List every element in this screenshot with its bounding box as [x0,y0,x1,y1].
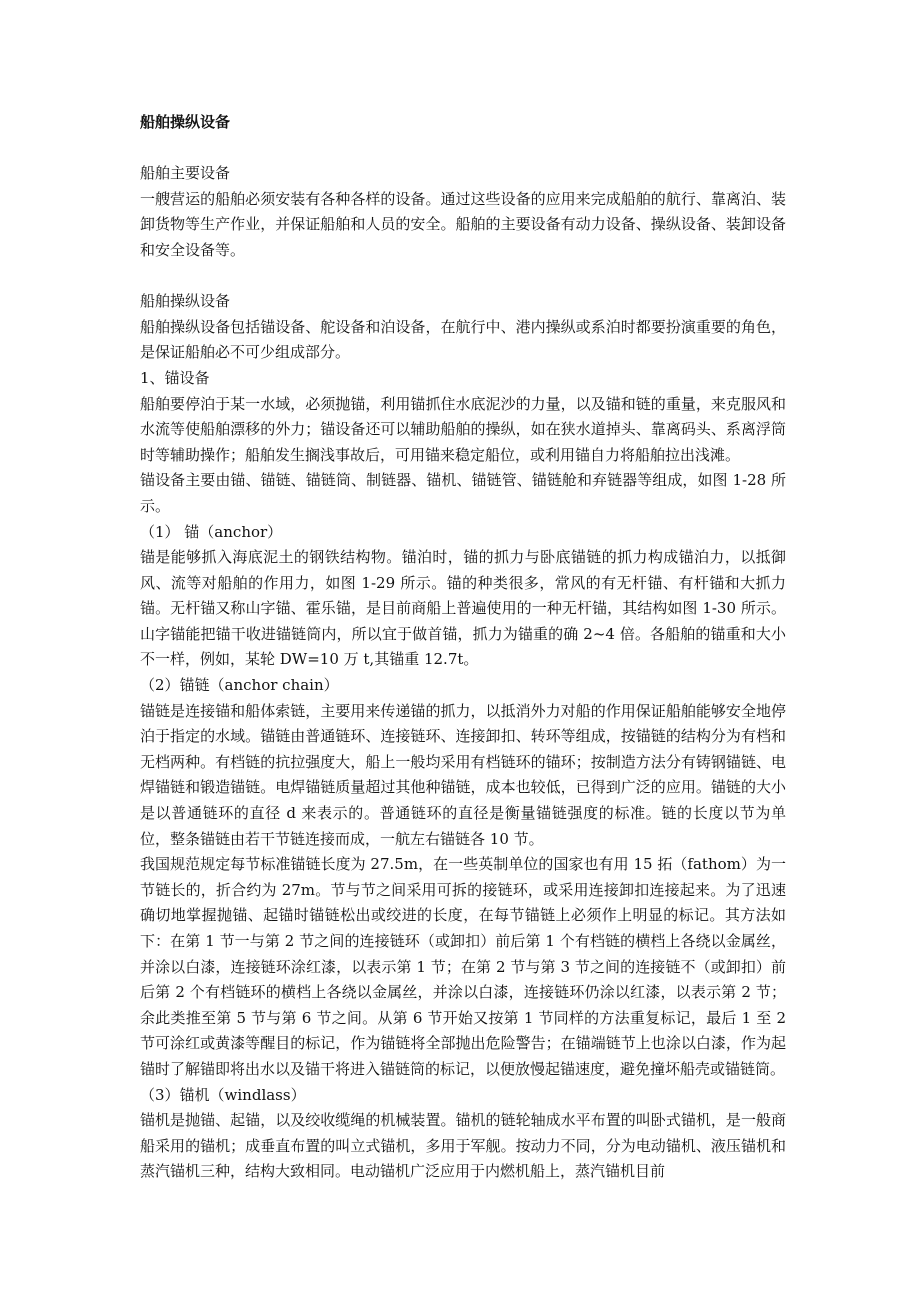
document-title: 船舶操纵设备 [140,113,231,131]
paragraph-chain-marking: 我国规范规定每节标准锚链长度为 27.5m，在一些英制单位的国家也有用 15 拓（fathom）为一节链长的，折合约为 27m。节与节之间采用可拆的接链环，或采用连接卸扣连接起来。为了迅速确切地掌握抛锚、起锚时锚链松出或绞进的长度，在每节锚链上必须作上明显的标记。其方法如下：在第 1 节一与第 2 节之间的连接链环（或卸扣）前后第 1 个有档链的横档上各绕以金属丝，并涂以白漆，连接链环涂红漆，以表示第 1 节；在第 2 节与第 3 节之间的连接链不（或卸扣）前后第 2 个有档链环的横档上各绕以金属丝，并涂以白漆，连接链环仍涂以红漆，以表示第 2 节；余此类推至第 5 节与第 6 节之间。从第 6 节开始又按第 1 节同样的方法重复标记，最后 1 至 2 节可涂红或黄漆等醒目的标记，作为锚链将全部抛出危险警告；在锚端链节上也涂以白漆，作为起锚时了解锚即将出水以及锚干将进入锚链筒的标记，以便放慢起锚速度，避免撞坏船壳或锚链筒。 [140,855,786,1078]
blank-line [140,264,786,290]
sub-heading-anchor: （1） 锚（anchor） [140,522,283,541]
blank-line [140,136,786,162]
sub-heading-anchor-chain: （2）锚链（anchor chain） [140,676,339,695]
sub-heading-windlass: （3）锚机（windlass） [140,1085,306,1104]
paragraph-main-equipment: 一艘营运的船舶必须安装有各种各样的设备。通过这些设备的应用来完成船舶的航行、靠离泊、装卸货物等生产作业，并保证船舶和人员的安全。船舶的主要设备有动力设备、操纵设备、装卸设备和安全设备等。 [140,189,786,259]
paragraph-anchor-chain: 锚链是连接锚和船体索链，主要用来传递锚的抓力，以抵消外力对船的作用保证船舶能够安全地停泊于指定的水域。锚链由普通链环、连接链环、连接卸扣、转环等组成，按锚链的结构分为有档和无档两种。有档链的抗拉强度大，船上一般均采用有档链环的锚环；按制造方法分有铸钢锚链、电焊锚链和锻造锚链。电焊锚链质量超过其他种锚链，成本也较低，已得到广泛的应用。锚链的大小是以普通链环的直径 d 来表示的。普通链环的直径是衡量锚链强度的标准。链的长度以节为单位，整条锚链由若干节链连接而成，一航左右锚链各 10 节。 [140,701,786,848]
paragraph-anchor: 锚是能够抓入海底泥土的钢铁结构物。锚泊时，锚的抓力与卧底锚链的抓力构成锚泊力，以抵御风、流等对船舶的作用力，如图 1-29 所示。锚的种类很多，常风的有无杆锚、有杆锚和大抓力锚。无杆锚又称山字锚、霍乐锚，是目前商船上普遍使用的一种无杆锚，其结构如图 1-30 所示。山字锚能把锚干收进锚链筒内，所以宜于做首锚，抓力为锚重的确 2~4 倍。各船舶的锚重和大小不一样，例如，某轮 DW=10 万 t,其锚重 12.7t。 [140,548,786,669]
paragraph-anchor-equipment: 船舶要停泊于某一水域，必须抛锚，利用锚抓住水底泥沙的力量，以及锚和链的重量，来克服风和水流等使船舶漂移的外力；锚设备还可以辅助船舶的操纵，如在狭水道掉头、靠离码头、系离浮筒时等辅助操作；船舶发生搁浅事故后，可用锚来稳定船位，或利用锚自力将船舶拉出浅滩。 [140,394,786,464]
sub-heading-anchor-equipment: 1、锚设备 [140,368,210,387]
paragraph-anchor-components: 锚设备主要由锚、锚链、锚链筒、制链器、锚机、锚链管、锚链舱和弃链器等组成，如图 1-28 所示。 [140,471,786,515]
paragraph-windlass: 锚机是抛锚、起锚，以及绞收缆绳的机械装置。锚机的链轮轴成水平布置的叫卧式锚机，是一般商船采用的锚机；成垂直布置的叫立式锚机，多用于军舰。按动力不同，分为电动锚机、液压锚机和蒸汽锚机三种，结构大致相同。电动锚机广泛应用于内燃机船上，蒸汽锚机目前 [140,1111,786,1181]
paragraph-maneuvering-equipment: 船舶操纵设备包括锚设备、舵设备和泊设备，在航行中、港内操纵或系泊时都要扮演重要的角色，是保证船舶必不可少组成部分。 [140,317,786,362]
document-page [140,110,786,1185]
section-heading-main-equipment: 船舶主要设备 [140,164,231,183]
section-heading-maneuvering-equipment: 船舶操纵设备 [140,292,231,311]
